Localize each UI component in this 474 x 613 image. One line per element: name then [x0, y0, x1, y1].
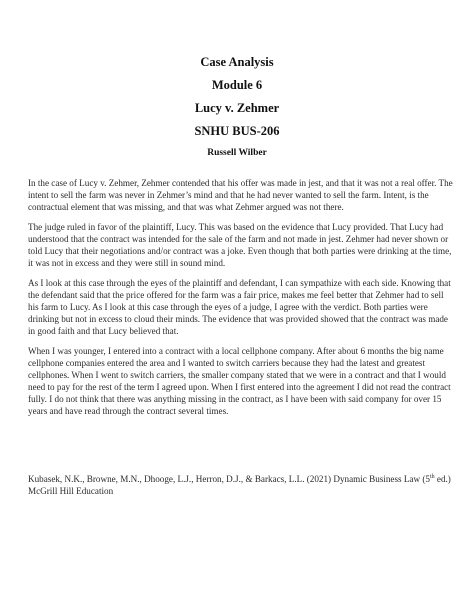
- module-heading: Module 6: [211, 78, 263, 92]
- paragraph: As I look at this case through the eyes of the plaintiff and defendant, I can sympathize with each side. Knowing that the defendant said that the price offered for the farm was a fair price, makes me feel better that Zehmer had to sell his farm to Lucy. As I look at this case through the eyes of a judge, I agree with the verdict. Both parties were drinking but not in excess to cloud their minds. The evidence that was provided showed that the contract was made in good faith and that Lucy believed that.: [28, 278, 451, 336]
- course-code-heading: SNHU BUS-206: [194, 124, 280, 138]
- citation-text-end: ed.) McGrill Hill Education: [28, 474, 451, 496]
- title-block: [0, 51, 474, 159]
- paragraph: When I was younger, I entered into a contract with a local cellphone company. After about 6 months the big name cellphone companies entered the area and I wanted to switch carriers because they had the latest and greatest cellphones. When I went to switch carriers, the smaller company stated that we were in a contract and that I would need to pay for the rest of the term I agreed upon. When I first entered into the agreement I did not read the contract fully. I do not think that there was anything missing in the contract, as I have been with said company for over 15 years and have read through the contract several times.: [28, 346, 451, 416]
- paragraph: The judge ruled in favor of the plaintiff, Lucy. This was based on the evidence that Lucy provided. That Lucy had understood that the contract was intended for the sale of the farm and not made in jest. Zehmer had never shown or told Lucy that their negotiations and/or contract was a joke. Even though that both parties were drinking at the time, it was not in excess and they were still in sound mind.: [28, 222, 452, 268]
- author-name: Russell Wilber: [207, 148, 267, 158]
- citation-text: Kubasek, N.K., Browne, M.N., Dhooge, L.J., Herron, D.J., & Barkacs, L.L. (2021) Dynamic Business Law (5: [28, 474, 430, 484]
- citation-superscript: th: [429, 473, 435, 480]
- document-body: [28, 177, 456, 425]
- paragraph: In the case of Lucy v. Zehmer, Zehmer contended that his offer was made in jest, and that it was not a real offer. The intent to sell the farm was never in Zehmer’s mind and that he had never wanted to sell the farm. Intent, is the contractual element that was missing, and that was what Zehmer argued was not there.: [28, 178, 453, 212]
- document-title: Case Analysis: [200, 55, 274, 69]
- case-name-heading: Lucy v. Zehmer: [194, 101, 280, 115]
- reference-citation: [28, 473, 456, 497]
